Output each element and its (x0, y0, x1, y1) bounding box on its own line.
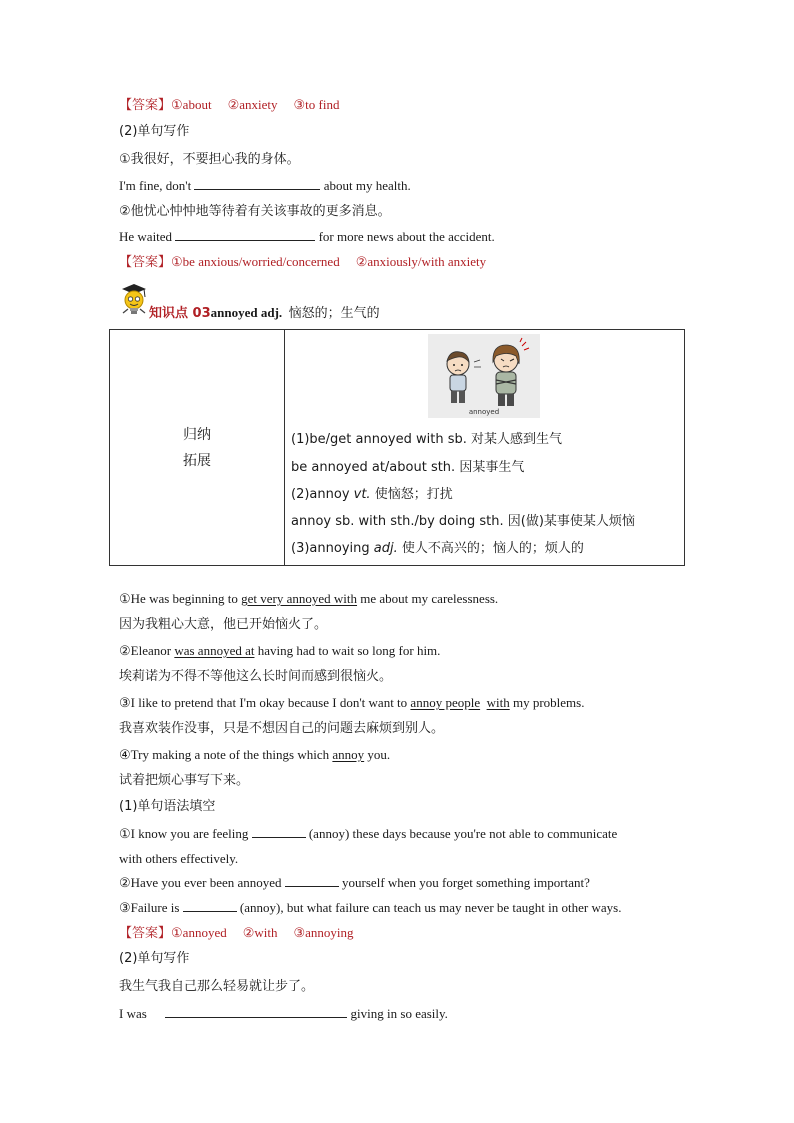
example-text: ④Try making a note of the things which (119, 747, 333, 762)
answer-tag: 【答案】 (119, 255, 172, 270)
grammar-text: ①I know you are feeling (119, 826, 249, 841)
grammar-item-continued: with others effectively. (119, 851, 239, 866)
example-sentence (119, 590, 498, 608)
grammar-text: (annoy) these days because you're not able to communicate (308, 826, 618, 841)
grammar-item (119, 899, 621, 917)
answer-line-1 (119, 96, 339, 115)
table-text: 使恼怒；打扰 (370, 487, 453, 502)
example-text: ①He was beginning to (119, 591, 242, 606)
underlined-phrase: was annoyed at (174, 643, 255, 658)
table-line: (1)be/get annoyed with sb. 对某人感到生气 (291, 432, 563, 447)
answer-item: ②anxiety (227, 97, 278, 112)
sentence-text: He waited (119, 229, 173, 244)
answer-line-3 (119, 924, 354, 943)
sentence-text: I was (119, 1006, 147, 1021)
table-line: be annoyed at/about sth. 因某事生气 (291, 460, 525, 475)
annoyed-illustration (428, 334, 540, 418)
blank-field[interactable] (175, 228, 315, 241)
example-sentence (119, 642, 440, 660)
kp-word: annoyed adj. (210, 305, 283, 320)
grammar-text: ③Failure is (119, 900, 180, 915)
underlined-phrase: with (486, 695, 510, 710)
example-translation: 埃莉诺为不得不等他这么长时间而感到很恼火。 (119, 669, 393, 684)
lightbulb-scholar-icon (119, 283, 149, 317)
example-sentence (119, 694, 584, 712)
answer-item: ①about (171, 97, 212, 112)
underlined-phrase: annoy (332, 747, 365, 762)
answer-item: ①annoyed (171, 925, 227, 940)
grammar-text: yourself when you forget something important? (342, 875, 590, 890)
kp-label: 知识点 03 (149, 306, 211, 321)
blank-field[interactable] (183, 899, 237, 912)
section-heading-grammar: (1)单句语法填空 (119, 799, 216, 814)
table-text: (2)annoy (291, 487, 354, 502)
sentence-text: about my health. (323, 178, 411, 193)
sentence-blank-line (119, 228, 495, 246)
sentence-blank-line (119, 1005, 448, 1023)
example-text: my problems. (509, 695, 585, 710)
example-text: me about my carelessness. (357, 591, 499, 606)
table-left-cell (110, 330, 285, 566)
example-text: ②Eleanor (119, 643, 175, 658)
example-translation: 我喜欢装作没事，只是不想因自己的问题去麻烦到别人。 (119, 721, 445, 736)
answer-tag: 【答案】 (119, 926, 172, 941)
table-line (291, 540, 584, 558)
sentence-chinese: 我生气我自己那么轻易就让步了。 (119, 979, 315, 994)
answer-tag: 【答案】 (119, 98, 172, 113)
table-text: 使人不高兴的；恼人的；烦人的 (397, 541, 584, 556)
answer-item: ③annoying (293, 925, 354, 940)
example-text: you. (364, 747, 391, 762)
sentence-text: for more news about the accident. (318, 229, 495, 244)
grammar-item (119, 874, 590, 892)
blank-field[interactable] (285, 874, 339, 887)
section-heading-write: (2)单句写作 (119, 124, 190, 139)
knowledge-point-header (119, 283, 519, 321)
blank-field[interactable] (165, 1005, 347, 1018)
sentence-text: giving in so easily. (350, 1006, 448, 1021)
answer-line-2 (119, 253, 486, 272)
table-left-label: 归纳 (183, 426, 211, 443)
pos-tag: vt. (353, 487, 371, 502)
answer-item: ②anxiously/with anxiety (355, 254, 487, 269)
table-left-label: 拓展 (183, 452, 211, 469)
grammar-text: (annoy), but what failure can teach us may never be taught in other ways. (239, 900, 622, 915)
table-right-cell (285, 330, 685, 566)
answer-item: ③to find (293, 97, 340, 112)
section-heading-write: (2)单句写作 (119, 951, 190, 966)
table-line (291, 486, 453, 504)
illustration-caption: annoyed (468, 408, 500, 416)
example-translation: 因为我粗心大意，他已开始恼火了。 (119, 617, 328, 632)
example-sentence (119, 746, 390, 764)
blank-field[interactable] (194, 177, 320, 190)
pos-tag: adj. (373, 541, 398, 556)
underlined-phrase: get very annoyed with (241, 591, 358, 606)
sentence-chinese: ②他忧心忡忡地等待着有关该事故的更多消息。 (119, 204, 391, 219)
blank-field[interactable] (252, 825, 306, 838)
kp-meaning: 恼怒的；生气的 (288, 306, 380, 321)
sentence-chinese: ①我很好，不要担心我的身体。 (119, 152, 300, 167)
underlined-phrase: annoy people (410, 695, 481, 710)
example-translation: 试着把烦心事写下来。 (119, 773, 250, 788)
grammar-item (119, 825, 617, 843)
answer-item: ②with (242, 925, 278, 940)
sentence-blank-line (119, 177, 411, 195)
table-line: annoy sb. with sth./by doing sth. 因(做)某事使某人烦恼 (291, 514, 635, 529)
grammar-text: ②Have you ever been annoyed (119, 875, 282, 890)
answer-item: ①be anxious/worried/concerned (171, 254, 340, 269)
sentence-text: I'm fine, don't (119, 178, 192, 193)
example-text: having had to wait so long for him. (254, 643, 441, 658)
example-text: ③I like to pretend that I'm okay because I don't want to (119, 695, 411, 710)
table-text: (3)annoying (291, 541, 374, 556)
summary-table (109, 329, 685, 566)
knowledge-point-title (149, 302, 380, 321)
